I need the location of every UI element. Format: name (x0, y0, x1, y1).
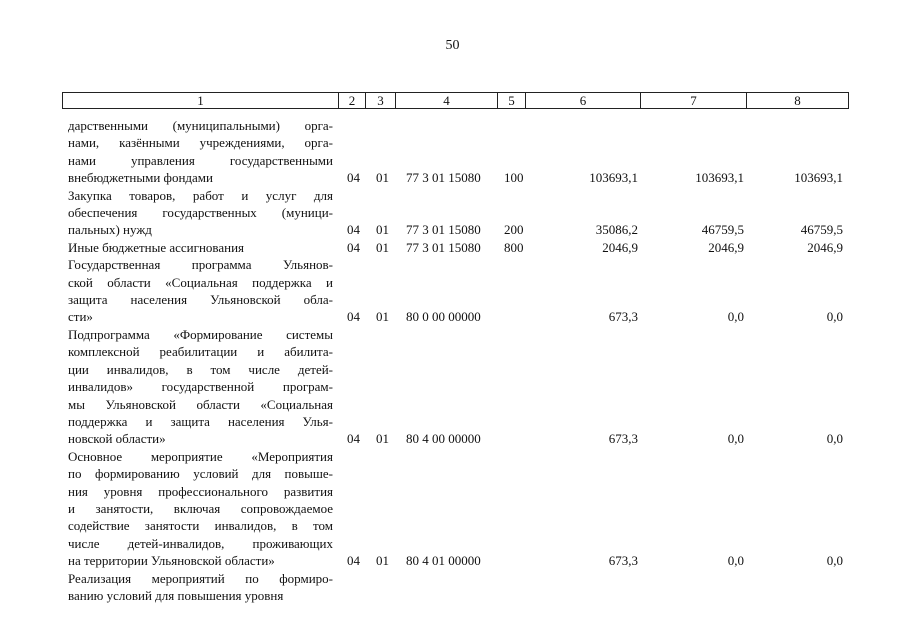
code-target-article: 80 4 01 00000 (406, 553, 481, 569)
code-subsection: 01 (376, 170, 389, 186)
description-line: пальных) нужд (68, 222, 152, 238)
description-line: Иные бюджетные ассигнования (68, 239, 245, 255)
code-target-article: 80 4 00 00000 (406, 431, 481, 447)
description-line: ванию условий для повышения уровня (68, 587, 284, 603)
code-section: 04 (347, 170, 360, 186)
table-row (0, 256, 905, 326)
description-line: на территории Ульяновской области» (68, 553, 275, 569)
header-col-2: 2 (339, 93, 366, 108)
description-line: Реализация мероприятий по формиро- (68, 570, 333, 586)
value-col-8: 0,0 (826, 431, 843, 447)
value-col-7: 0,0 (727, 309, 744, 325)
header-col-6: 6 (526, 93, 641, 108)
row-description (68, 570, 333, 605)
description-line: содействие занятости инвалидов, в том (68, 518, 333, 534)
table-row (0, 239, 905, 256)
description-line: Основное мероприятие «Мероприятия (68, 448, 333, 464)
code-target-article: 77 3 01 15080 (406, 239, 481, 255)
description-line: инвалидов» государственной програм- (68, 379, 333, 395)
description-line: ции инвалидов, в том числе детей- (68, 361, 333, 377)
code-expense-type: 100 (504, 170, 524, 186)
description-line: обеспечения государственных (муници- (68, 205, 333, 221)
description-line: мы Ульяновской области «Социальная (68, 396, 333, 412)
description-line: защита населения Ульяновской обла- (68, 292, 333, 308)
header-col-4: 4 (396, 93, 498, 108)
value-col-6: 35086,2 (595, 222, 638, 238)
description-line: ской области «Социальная поддержка и (68, 274, 333, 290)
value-col-7: 103693,1 (695, 170, 744, 186)
value-col-6: 2046,9 (602, 239, 638, 255)
value-col-7: 0,0 (727, 431, 744, 447)
description-line: нами управления государственными (68, 152, 333, 168)
value-col-8: 46759,5 (800, 222, 843, 238)
code-target-article: 77 3 01 15080 (406, 222, 481, 238)
description-line: Подпрограмма «Формирование системы (68, 326, 333, 342)
code-subsection: 01 (376, 431, 389, 447)
code-subsection: 01 (376, 222, 389, 238)
value-col-6: 673,3 (608, 431, 638, 447)
value-col-8: 103693,1 (794, 170, 843, 186)
description-line: Государственная программа Ульянов- (68, 257, 333, 273)
table-row (0, 117, 905, 187)
row-description (68, 256, 333, 326)
table-row (0, 570, 905, 605)
row-description (68, 448, 333, 570)
header-col-1: 1 (63, 93, 339, 108)
code-section: 04 (347, 309, 360, 325)
code-section: 04 (347, 222, 360, 238)
row-description (68, 326, 333, 448)
code-target-article: 77 3 01 15080 (406, 170, 481, 186)
code-section: 04 (347, 553, 360, 569)
code-subsection: 01 (376, 309, 389, 325)
header-col-5: 5 (498, 93, 526, 108)
description-line: сти» (68, 309, 93, 325)
value-col-8: 0,0 (826, 553, 843, 569)
table-header (62, 92, 849, 109)
value-col-6: 673,3 (608, 309, 638, 325)
description-line: поддержка и защита населения Улья- (68, 413, 333, 429)
row-description (68, 187, 333, 239)
table-row (0, 326, 905, 448)
description-line: дарственными (муниципальными) орга- (68, 118, 333, 133)
value-col-6: 103693,1 (589, 170, 638, 186)
table-row (0, 187, 905, 239)
code-subsection: 01 (376, 239, 389, 255)
description-line: нами, казёнными учреждениями, орга- (68, 135, 333, 151)
header-col-8: 8 (794, 93, 801, 108)
description-line: комплексной реабилитации и абилита- (68, 344, 333, 360)
description-line: внебюджетными фондами (68, 170, 213, 186)
code-subsection: 01 (376, 553, 389, 569)
value-col-7: 0,0 (727, 553, 744, 569)
value-col-8: 2046,9 (807, 239, 843, 255)
page-number: 50 (445, 38, 460, 53)
row-description (68, 117, 333, 187)
header-col-3: 3 (366, 93, 396, 108)
table-row (0, 448, 905, 570)
description-line: Закупка товаров, работ и услуг для (68, 187, 333, 203)
value-col-7: 2046,9 (708, 239, 744, 255)
row-description (68, 239, 333, 256)
code-target-article: 80 0 00 00000 (406, 309, 481, 325)
value-col-7: 46759,5 (701, 222, 744, 238)
header-col-7: 7 (641, 93, 747, 108)
value-col-8: 0,0 (826, 309, 843, 325)
value-col-6: 673,3 (608, 553, 638, 569)
code-expense-type: 200 (504, 222, 524, 238)
description-line: по формированию условий для повыше- (68, 466, 333, 482)
description-line: числе детей-инвалидов, проживающих (68, 535, 333, 551)
code-section: 04 (347, 431, 360, 447)
table-body (0, 117, 905, 604)
code-expense-type: 800 (504, 239, 524, 255)
description-line: и занятости, включая сопровождаемое (68, 500, 333, 516)
code-section: 04 (347, 239, 360, 255)
description-line: ния уровня профессионального развития (68, 483, 333, 499)
description-line: новской области» (68, 431, 166, 447)
